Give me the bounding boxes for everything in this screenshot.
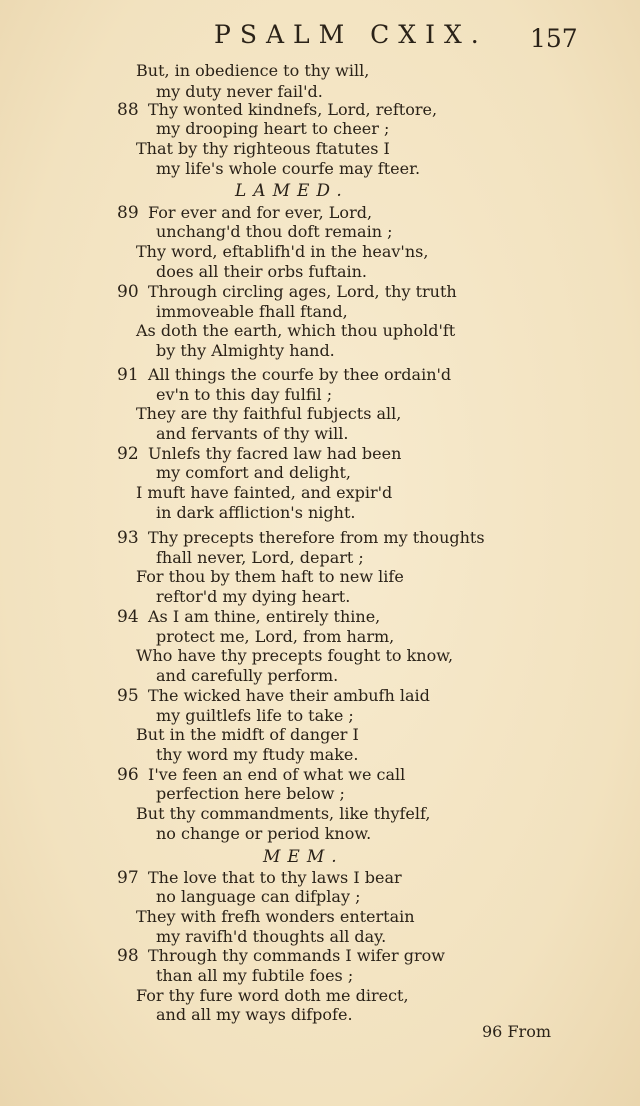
verse-line: than all my fubtile foes ;	[156, 966, 354, 985]
verse-number: 92	[117, 444, 139, 464]
verse-line: Thy wonted kindnefs, Lord, reftore,	[148, 100, 438, 119]
verse-line: in dark affliction's night.	[156, 503, 356, 522]
verse-line: no language can difplay ;	[156, 887, 361, 906]
verse-line: The love that to thy laws I bear	[148, 868, 402, 887]
verse-line: I muft have fainted, and expir'd	[136, 483, 393, 502]
section-heading: LAMED.	[235, 181, 349, 201]
verse-line: All things the courfe by thee ordain'd	[148, 365, 452, 384]
verse-line: my ravifh'd thoughts all day.	[156, 927, 387, 946]
verse-line: But in the midft of danger I	[136, 725, 359, 744]
verse-line: my comfort and delight,	[156, 463, 351, 482]
verse-line: and carefully perform.	[156, 666, 339, 685]
verse-number: 97	[117, 868, 139, 888]
verse-number: 90	[117, 282, 139, 302]
verse-line: The wicked have their ambufh laid	[148, 686, 430, 705]
verse-line: Thy word, eftablifh'd in the heav'ns,	[136, 242, 429, 261]
page-number: 157	[530, 24, 578, 53]
verse-line: For thou by them haft to new life	[136, 567, 404, 586]
verse-line: They with frefh wonders entertain	[136, 907, 415, 926]
verse-number: 94	[117, 607, 139, 627]
verse-number: 89	[117, 203, 139, 223]
verse-line: I've feen an end of what we call	[148, 765, 406, 784]
verse-line: and fervants of thy will.	[156, 424, 349, 443]
verse-line: Who have thy precepts fought to know,	[136, 646, 454, 665]
verse-line: As doth the earth, which thou uphold'ft	[136, 321, 456, 340]
verse-line: Through circling ages, Lord, thy truth	[148, 282, 457, 301]
verse-line: They are thy faithful fubjects all,	[136, 404, 402, 423]
verse-line: Thy precepts therefore from my thoughts	[148, 528, 485, 547]
verse-number: 91	[117, 365, 139, 385]
verse-line: thy word my ftudy make.	[156, 745, 359, 764]
verse-line: Through thy commands I wifer grow	[148, 946, 445, 965]
verse-line: For thy fure word doth me direct,	[136, 986, 409, 1005]
verse-line: reftor'd my dying heart.	[156, 587, 351, 606]
verse-number: 93	[117, 528, 139, 548]
verse-line: fhall never, Lord, depart ;	[156, 548, 364, 567]
verse-line: my guiltlefs life to take ;	[156, 706, 354, 725]
verse-line: unchang'd thou doft remain ;	[156, 222, 393, 241]
catchword: 96 From	[482, 1022, 551, 1041]
verse-number: 96	[117, 765, 139, 785]
verse-number: 95	[117, 686, 139, 706]
verse-line: no change or period know.	[156, 824, 372, 843]
verse-line: For ever and for ever, Lord,	[148, 203, 373, 222]
verse-line: That by thy righteous ftatutes I	[136, 139, 390, 158]
verse-line: But thy commandments, like thyfelf,	[136, 804, 431, 823]
verse-line: my duty never fail'd.	[156, 82, 323, 101]
section-heading: MEM.	[263, 847, 344, 867]
verse-line: As I am thine, entirely thine,	[148, 607, 381, 626]
verse-line: perfection here below ;	[156, 784, 345, 803]
verse-line: But, in obedience to thy will,	[136, 61, 370, 80]
verse-line: and all my ways difpofe.	[156, 1005, 353, 1024]
verse-line: protect me, Lord, from harm,	[156, 627, 395, 646]
verse-number: 98	[117, 946, 139, 966]
verse-line: my life's whole courfe may fteer.	[156, 159, 421, 178]
verse-line: Unlefs thy facred law had been	[148, 444, 402, 463]
verse-number: 88	[117, 100, 139, 120]
verse-line: immoveable fhall ftand,	[156, 302, 348, 321]
verse-line: my drooping heart to cheer ;	[156, 119, 390, 138]
verse-line: does all their orbs fuftain.	[156, 262, 367, 281]
verse-line: by thy Almighty hand.	[156, 341, 335, 360]
verse-line: ev'n to this day fulfil ;	[156, 385, 333, 404]
page-header-title: PSALM CXIX.	[214, 20, 488, 49]
